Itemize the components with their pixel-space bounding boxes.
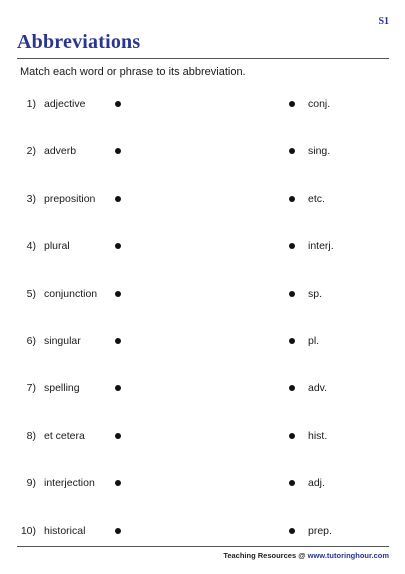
match-row <box>0 191 405 207</box>
item-number: 3) <box>26 192 36 205</box>
match-dot-left[interactable] <box>115 385 121 391</box>
word-label: preposition <box>44 192 96 205</box>
abbreviation-label: sp. <box>308 287 323 300</box>
worksheet-title: Abbreviations <box>17 31 141 53</box>
match-dot-right[interactable] <box>289 338 295 344</box>
abbreviation-label: prep. <box>308 524 332 537</box>
word-label: et cetera <box>44 429 85 442</box>
match-dot-right[interactable] <box>289 480 295 486</box>
match-dot-right[interactable] <box>289 148 295 154</box>
match-row <box>0 143 405 159</box>
footer-link[interactable]: www.tutoringhour.com <box>307 551 389 560</box>
match-dot-left[interactable] <box>115 196 121 202</box>
abbreviation-label: interj. <box>308 240 334 253</box>
match-dot-right[interactable] <box>289 196 295 202</box>
word-label: conjunction <box>44 287 98 300</box>
match-dot-left[interactable] <box>115 528 121 534</box>
word-label: interjection <box>44 477 95 490</box>
match-row <box>0 475 405 491</box>
page-id: S1 <box>378 16 389 27</box>
abbreviation-label: pl. <box>308 335 320 347</box>
abbreviation-label: sing. <box>308 145 331 158</box>
word-label: adverb <box>44 145 77 158</box>
footer-label: Teaching Resources @ <box>223 551 306 560</box>
match-dot-right[interactable] <box>289 433 295 439</box>
abbreviation-label: adv. <box>308 382 328 395</box>
footer-divider <box>17 546 389 547</box>
abbreviation-label: conj. <box>308 98 331 110</box>
word-label: historical <box>44 524 86 537</box>
item-number: 6) <box>26 335 36 347</box>
match-row <box>0 238 405 254</box>
match-dot-left[interactable] <box>115 101 121 107</box>
item-number: 9) <box>26 477 36 490</box>
match-dot-left[interactable] <box>115 243 121 249</box>
abbreviation-label: hist. <box>308 429 328 442</box>
match-row <box>0 286 405 302</box>
item-number: 2) <box>26 145 36 158</box>
match-row <box>0 380 405 396</box>
match-dot-left[interactable] <box>115 433 121 439</box>
match-row <box>0 523 405 539</box>
match-dot-left[interactable] <box>115 338 121 344</box>
item-number: 1) <box>26 98 36 110</box>
word-label: plural <box>44 240 70 253</box>
item-number: 10) <box>20 524 36 537</box>
item-number: 5) <box>26 287 36 300</box>
match-dot-right[interactable] <box>289 528 295 534</box>
word-label: adjective <box>44 98 86 110</box>
item-number: 7) <box>26 382 36 395</box>
instructions: Match each word or phrase to its abbreviation. <box>20 66 246 78</box>
match-dot-right[interactable] <box>289 385 295 391</box>
match-row <box>0 428 405 444</box>
match-row <box>0 96 405 112</box>
word-label: spelling <box>44 382 80 395</box>
abbreviation-label: etc. <box>308 192 325 205</box>
match-dot-right[interactable] <box>289 101 295 107</box>
match-row <box>0 333 405 349</box>
match-dot-right[interactable] <box>289 243 295 249</box>
item-number: 8) <box>26 429 36 442</box>
word-label: singular <box>44 335 81 347</box>
match-dot-right[interactable] <box>289 291 295 297</box>
match-dot-left[interactable] <box>115 480 121 486</box>
match-dot-left[interactable] <box>115 148 121 154</box>
abbreviation-label: adj. <box>308 477 325 490</box>
match-dot-left[interactable] <box>115 291 121 297</box>
item-number: 4) <box>26 240 36 253</box>
footer <box>223 551 389 560</box>
